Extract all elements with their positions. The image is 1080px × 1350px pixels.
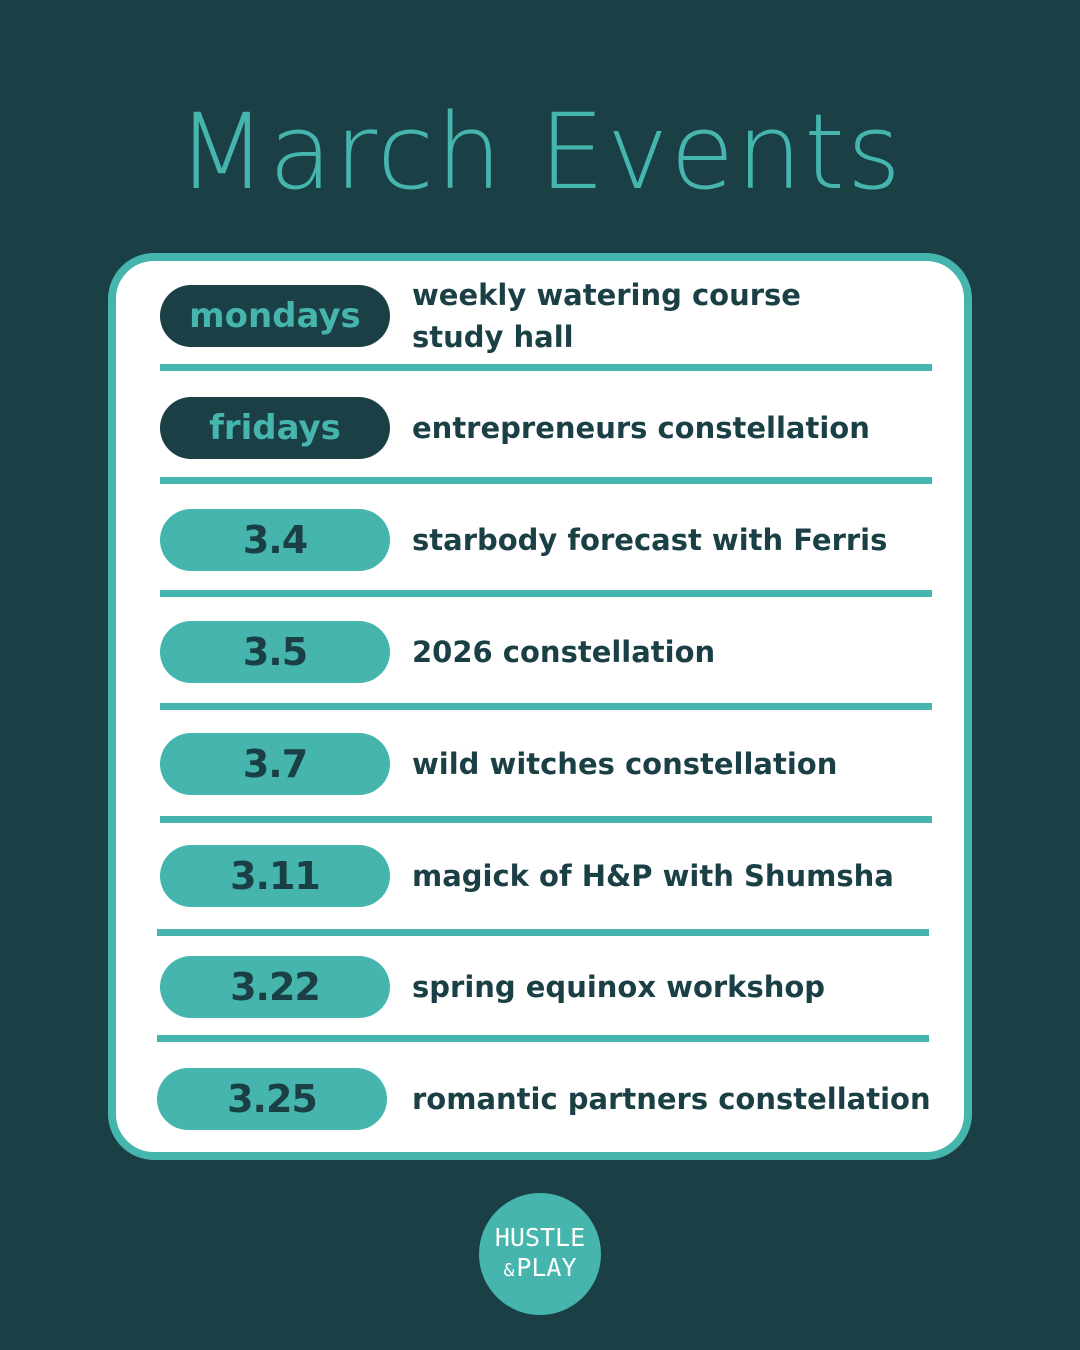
event-title-line: study hall	[412, 320, 574, 354]
logo-line-hustle: HUSTLE	[494, 1222, 586, 1252]
row-divider	[157, 1035, 929, 1042]
event-description	[412, 278, 952, 354]
event-description	[412, 621, 952, 683]
event-row	[160, 397, 932, 459]
event-row	[160, 956, 932, 1018]
event-date-pill: fridays	[160, 397, 390, 459]
event-title-line: spring equinox workshop	[412, 970, 826, 1004]
event-title-line: 2026 constellation	[412, 635, 716, 669]
event-description	[412, 397, 952, 459]
event-title-line: wild witches constellation	[412, 747, 838, 781]
event-title-line: magick of H&P with Shumsha	[412, 859, 894, 893]
row-divider	[160, 364, 932, 371]
event-date-pill: 3.11	[160, 845, 390, 907]
logo-line-play	[503, 1253, 576, 1286]
logo-play-text: PLAY	[516, 1252, 577, 1282]
event-description	[412, 509, 952, 571]
event-row	[160, 621, 932, 683]
row-divider	[160, 703, 932, 710]
event-title-line: entrepreneurs constellation	[412, 411, 870, 445]
row-divider	[157, 929, 929, 936]
event-date-pill: 3.7	[160, 733, 390, 795]
event-date-pill: 3.5	[160, 621, 390, 683]
event-row	[160, 845, 932, 907]
event-row	[160, 509, 932, 571]
row-divider	[160, 477, 932, 484]
events-card	[108, 253, 972, 1160]
logo-ampersand: &	[503, 1259, 515, 1281]
event-row	[157, 1068, 929, 1130]
event-date-pill: 3.22	[160, 956, 390, 1018]
event-title-line: starbody forecast with Ferris	[412, 523, 888, 557]
event-description	[412, 845, 952, 907]
row-divider	[160, 590, 932, 597]
event-title-line: weekly watering course	[412, 278, 801, 312]
event-date-pill: 3.4	[160, 509, 390, 571]
row-divider	[160, 816, 932, 823]
event-description	[412, 1068, 952, 1130]
event-row	[160, 733, 932, 795]
hustle-and-play-logo	[479, 1193, 601, 1315]
event-date-pill: mondays	[160, 285, 390, 347]
event-row	[160, 278, 932, 354]
event-date-pill: 3.25	[157, 1068, 387, 1130]
event-description	[412, 733, 952, 795]
event-description	[412, 956, 952, 1018]
page-title: March Events	[176, 91, 904, 213]
event-title-line: romantic partners constellation	[412, 1082, 931, 1116]
